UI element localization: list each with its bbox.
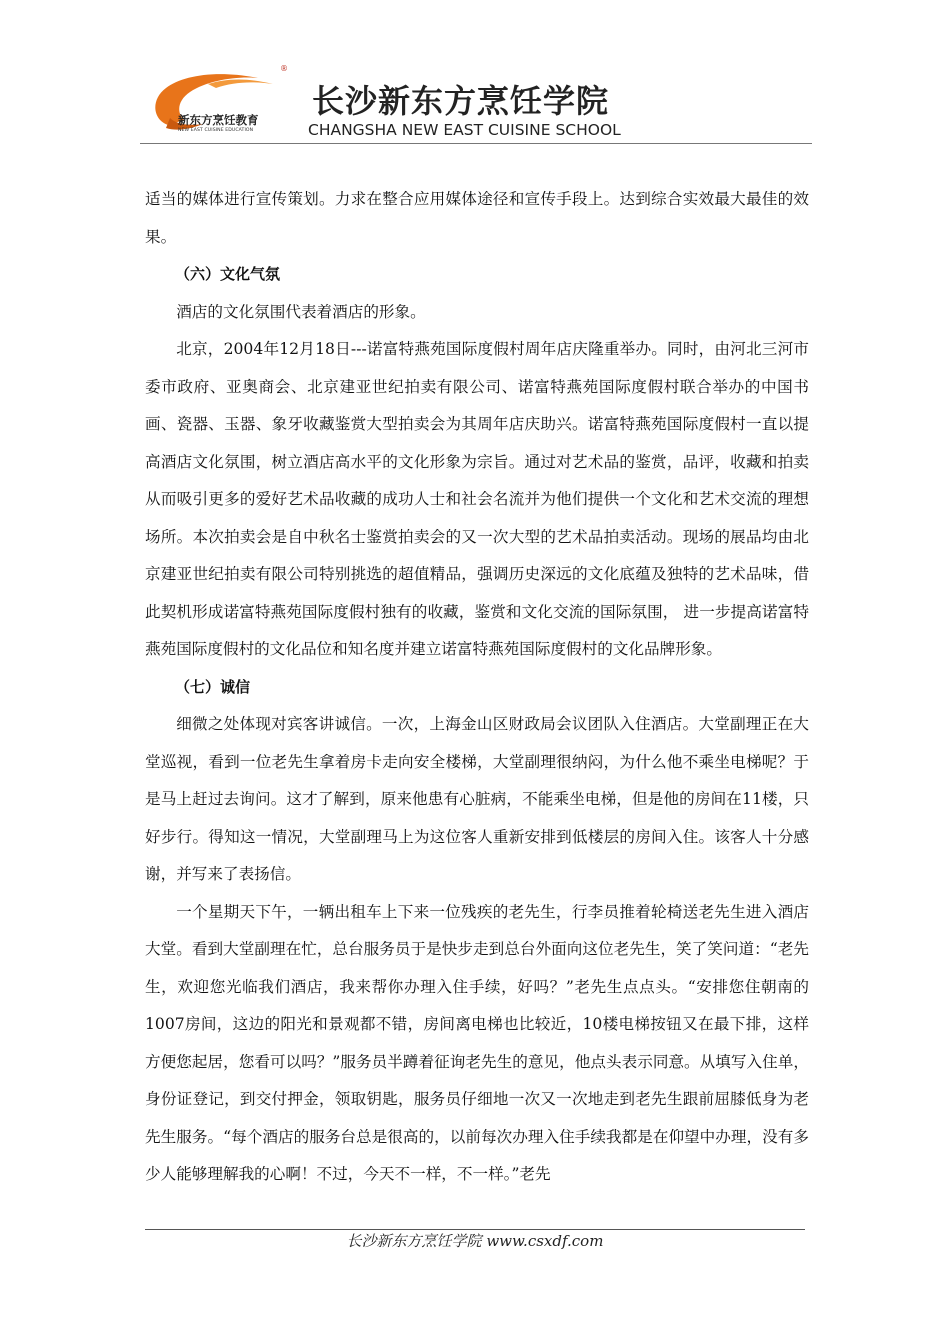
logo-english-text: NEW EAST CUISINE EDUCATION <box>178 128 254 133</box>
school-logo <box>140 62 290 142</box>
paragraph-wheelchair-story: 一个星期天下午，一辆出租车上下来一位残疾的老先生，行李员推着轮椅送老先生进入酒店大堂。看到大堂副理在忙，总台服务员于是快步走到总台外面向这位老先生，笑了笑问道：“老先生，欢迎您光临我们酒店，我来帮你办理入住手续，好吗？”老先生点点头。“安排您住朝南的1007房间，这边的阳光和景观都不错，房间离电梯也比较近，10楼电梯按钮又在最下排，这样方便您起居，您看可以吗？”服务员半蹲着征询老先生的意见，他点头表示同意。从填写入住单，身份证登记，到交付押金，领取钥匙，服务员仔细地一次又一次地走到老先生跟前屈膝低身为老先生服务。“每个酒店的服务台总是很高的，以前每次办理入住手续我都是在仰望中办理，没有多少人能够理解我的心啊！不过，今天不一样，不一样。”老先 <box>145 902 809 1183</box>
section-heading-culture: （六）文化气氛 <box>175 265 281 283</box>
header-divider <box>140 143 812 144</box>
logo-chinese-text: 新东方烹饪教育 <box>178 113 259 127</box>
paragraph-integrity-story: 细微之处体现对宾客讲诚信。一次，上海金山区财政局会议团队入住酒店。大堂副理正在大堂巡视，看到一位老先生拿着房卡走向安全楼梯，大堂副理很纳闷，为什么他不乘坐电梯呢？于是马上赶过去询问。这才了解到，原来他患有心脏病，不能乘坐电梯，但是他的房间在11楼，只好步行。得知这一情况，大堂副理马上为这位客人重新安排到低楼层的房间入住。该客人十分感谢，并写来了表扬信。 <box>145 715 809 883</box>
registered-mark: ® <box>280 64 288 73</box>
section-heading-integrity: （七）诚信 <box>175 677 251 696</box>
paragraph-auction: 北京，2004年12月18日---诺富特燕苑国际度假村周年店庆隆重举办。同时，由河北三河市委市政府、亚奥商会、北京建亚世纪拍卖有限公司、诺富特燕苑国际度假村联合举办的中国书画、瓷器、玉器、象牙收藏鉴赏大型拍卖会为其周年店庆助兴。诺富特燕苑国际度假村一直以提高酒店文化氛围，树立酒店高水平的文化形象为宗旨。通过对艺术品的鉴赏，品评，收藏和拍卖从而吸引更多的爱好艺术品收藏的成功人士和社会名流并为他们提供一个文化和艺术交流的理想场所。本次拍卖会是自中秋名士鉴赏拍卖会的又一次大型的艺术品拍卖活动。现场的展品均由北京建亚世纪拍卖有限公司特别挑选的超值精品，强调历史深远的文化底蕴及独特的艺术品味，借此契机形成诺富特燕苑国际度假村独有的收藏，鉴赏和文化交流的国际氛围， 进一步提高诺富特燕苑国际度假村的文化品位和知名度并建立诺富特燕苑国际度假村的文化品牌形象。 <box>145 340 809 658</box>
paragraph-culture-intro: 酒店的文化氛围代表着酒店的形象。 <box>176 302 426 321</box>
page-footer: 长沙新东方烹饪学院 www.csxdf.com <box>346 1232 604 1250</box>
document-body <box>145 181 809 1194</box>
school-name-english: CHANGSHA NEW EAST CUISINE SCHOOL <box>308 121 621 139</box>
school-name-chinese: 长沙新东方烹饪学院 <box>312 82 610 120</box>
paragraph-media: 适当的媒体进行宣传策划。力求在整合应用媒体途径和宣传手段上。达到综合实效最大最佳的效果。 <box>145 190 809 246</box>
page-header <box>140 62 812 142</box>
